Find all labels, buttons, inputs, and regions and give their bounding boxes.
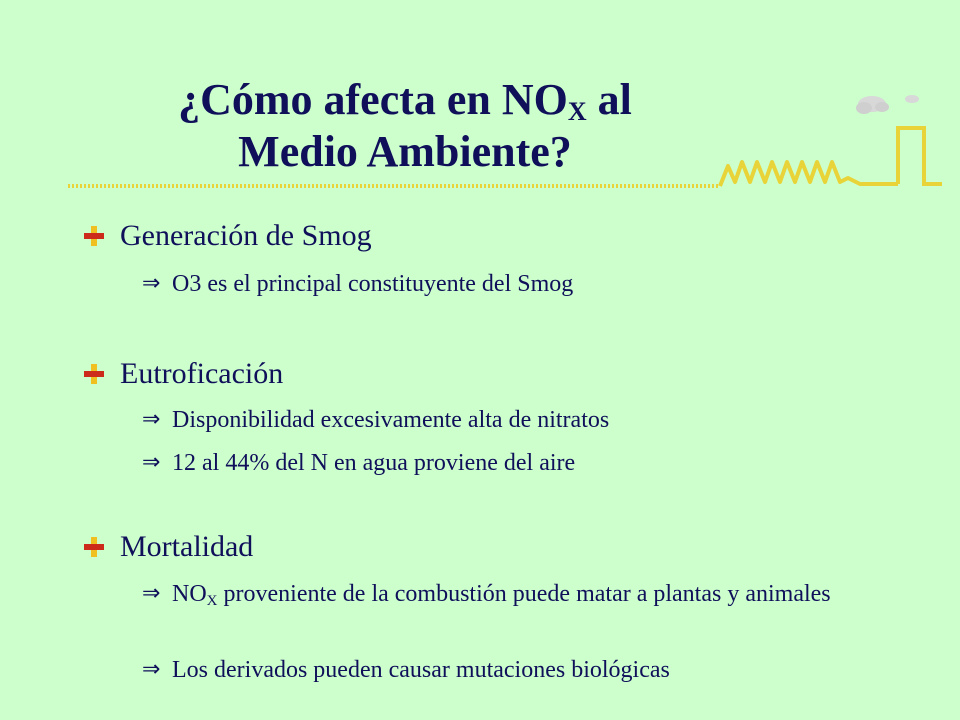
sub-item [142, 449, 575, 477]
title-text-post: al Medio Ambiente? [238, 75, 632, 176]
implies-arrow-icon: ⇒ [142, 450, 161, 475]
implies-arrow-icon: ⇒ [142, 581, 161, 606]
sub-item-subscript: X [206, 593, 218, 609]
sub-item-text-post: proveniente de la combustión puede matar a plantas y animales [217, 581, 831, 607]
sub-item-text: O3 es el principal constituyente del Smog [172, 271, 574, 297]
checkmark-square-icon [82, 362, 106, 386]
sub-item-text: 12 al 44% del N en agua proviene del aire [172, 450, 576, 476]
checkmark-square-icon [82, 224, 106, 248]
sub-item-text: Los derivados pueden causar mutaciones biológicas [172, 657, 670, 683]
bullet-label: Mortalidad [120, 530, 254, 563]
implies-arrow-icon: ⇒ [142, 657, 161, 682]
sub-item [142, 270, 573, 298]
sub-item-text [172, 580, 852, 608]
bullet-item-mortalidad [82, 530, 253, 564]
sub-item-text-pre: NO [172, 581, 207, 607]
title-text-pre: ¿Cómo afecta en NO [178, 75, 568, 124]
sub-item-text: Disponibilidad excesivamente alta de nitratos [172, 407, 610, 433]
sub-item [142, 406, 609, 434]
checkmark-square-icon [82, 535, 106, 559]
implies-arrow-icon: ⇒ [142, 407, 161, 432]
sub-item [142, 580, 852, 608]
bullet-item-eutroficacion [82, 357, 283, 391]
sub-item [142, 656, 670, 684]
bullet-label: Generación de Smog [120, 219, 372, 252]
bullet-item-smog [82, 219, 372, 253]
bullet-label: Eutroficación [120, 357, 284, 390]
title-subscript: X [567, 97, 587, 126]
page-title [120, 74, 690, 178]
implies-arrow-icon: ⇒ [142, 271, 161, 296]
